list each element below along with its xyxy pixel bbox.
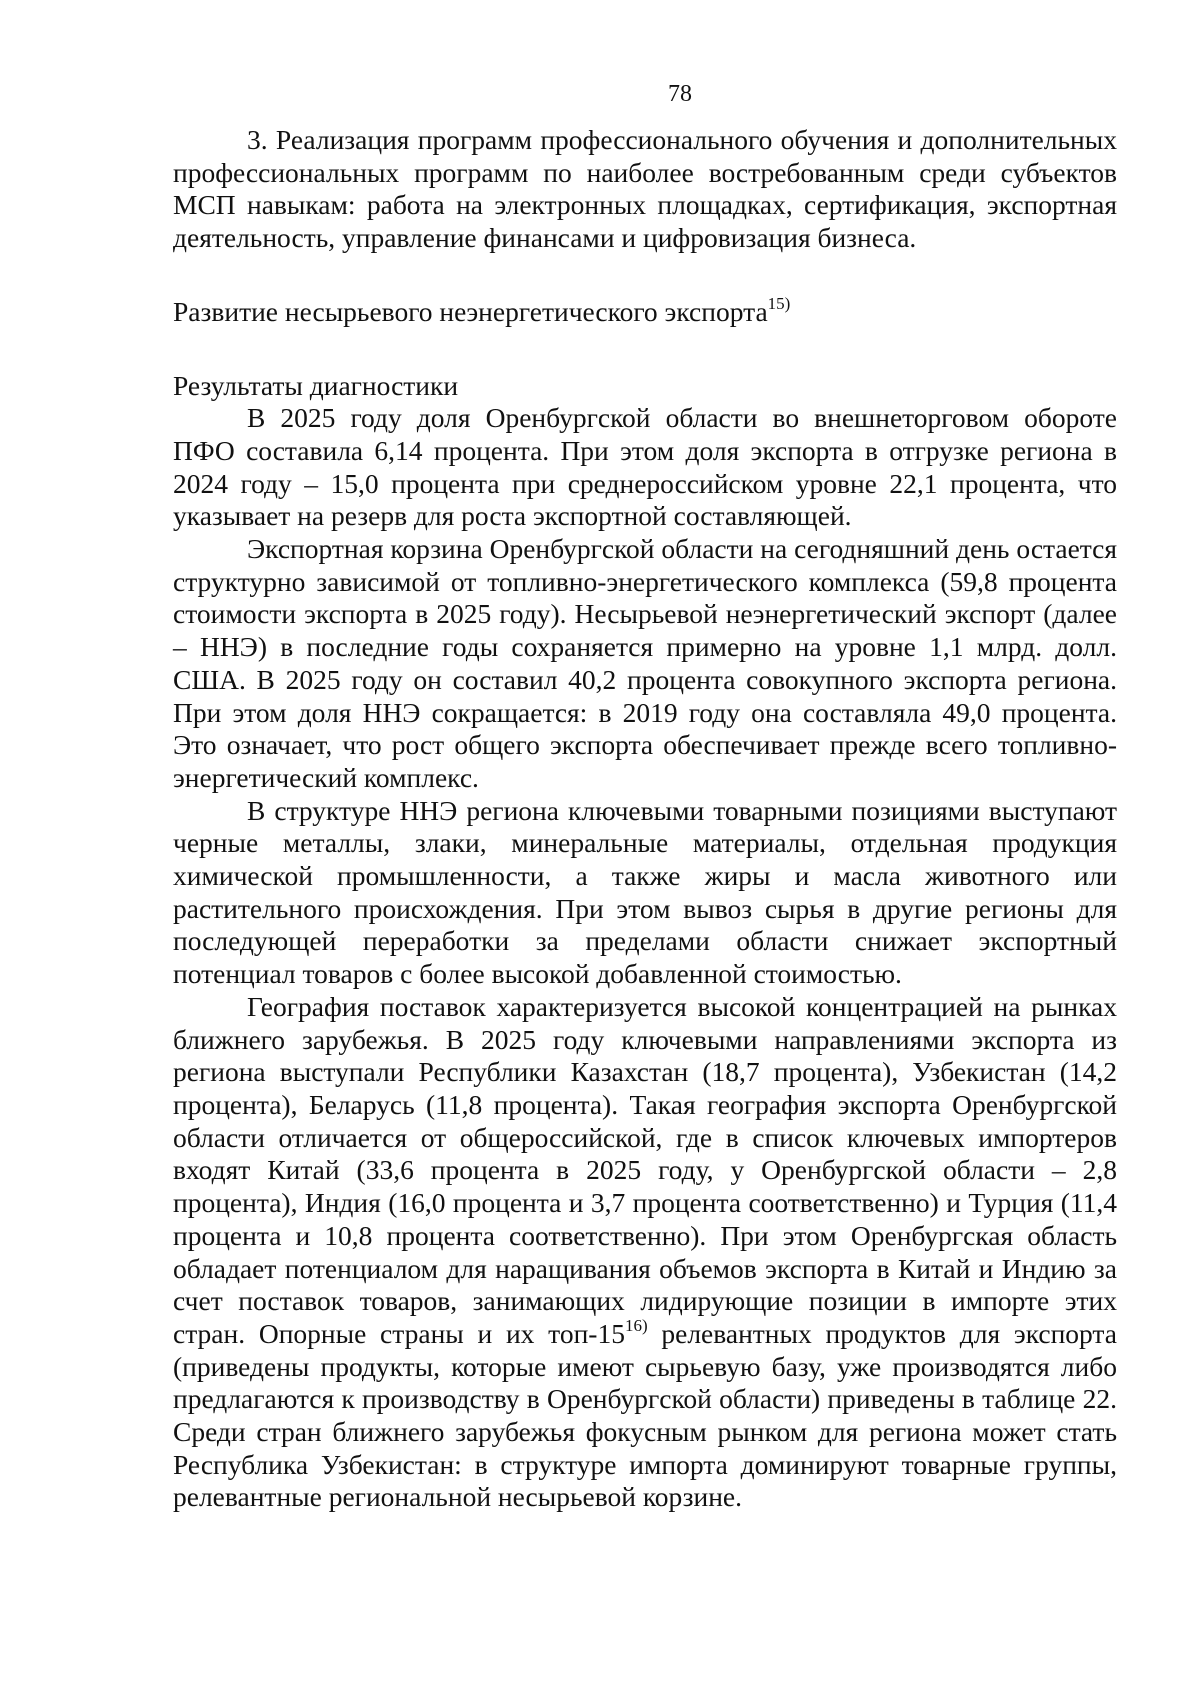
section-heading-export	[173, 293, 1117, 329]
paragraph-geography-part2: релевантных продуктов для экспорта (приведены продукты, которые имеют сырьевую базу, уже производятся либо предлагаются к производству в Оренбургской области) приведены в таблице 22. Среди стран ближнего зарубежья фокусным рынком для региона может стать Республика Узбекистан: в структуре импорта доминируют товарные группы, релевантные региональной несырьевой корзине.	[173, 1317, 1117, 1513]
footnote-ref-15: 15)	[767, 293, 791, 313]
paragraph-msp-training: 3. Реализация программ профессионального обучения и дополнительных профессиональных программ по наиболее востребованным среди субъектов МСП навыкам: работа на электронных площадках, сертификация, экспортная деятельность, управление финансами и цифровизация бизнеса.	[173, 124, 1117, 254]
subsection-heading-results: Результаты диагностики	[173, 369, 459, 401]
page-number: 78	[668, 81, 692, 107]
document-body	[173, 124, 1117, 1514]
paragraph-share-pfo: В 2025 году доля Оренбургской области во внешнеторговом обороте ПФО составила 6,14 процента. При этом доля экспорта в отгрузке региона в 2024 году – 15,0 процента при среднероссийском уровне 22,1 процента, что указывает на резерв для роста экспортной составляющей.	[173, 402, 1117, 532]
section-heading-export-text: Развитие несырьевого неэнергетического экспорта	[173, 295, 768, 327]
paragraph-export-basket: Экспортная корзина Оренбургской области на сегодняшний день остается структурно зависимой от топливно-энергетического комплекса (59,8 процента стоимости экспорта в 2025 году). Несырьевой неэнергетический экспорт (далее – ННЭ) в последние годы сохраняется примерно на уровне 1,1 млрд. долл. США. В 2025 году он составил 40,2 процента совокупного экспорта региона. При этом доля ННЭ сокращается: в 2019 году она составляла 49,0 процента. Это означает, что рост общего экспорта обеспечивает прежде всего топливно-энергетический комплекс.	[173, 533, 1117, 793]
paragraph-geography-part1: География поставок характеризуется высокой концентрацией на рынках ближнего зарубежья. В 2025 году ключевыми направлениями экспорта из региона выступали Республики Казахстан (18,7 процента), Узбекистан (14,2 процента), Беларусь (11,8 процента). Такая география экспорта Оренбургской области отличается от общероссийской, где в список ключевых импортеров входят Китай (33,6 процента в 2025 году, у Оренбургской области – 2,8 процента), Индия (16,0 процента и 3,7 процента соответственно) и Турция (11,4 процента и 10,8 процента соответственно). При этом Оренбургская область обладает потенциалом для наращивания объемов экспорта в Китай и Индию за счет поставок товаров, занимающих лидирующие позиции в импорте этих стран. Опорные страны и их топ-15	[173, 990, 1117, 1349]
paragraph-nne-structure: В структуре ННЭ региона ключевыми товарными позициями выступают черные металлы, злаки, минеральные материалы, отдельная продукция химической промышленности, а также жиры и масла животного или растительного происхождения. При этом вывоз сырья в другие регионы для последующей переработки за пределами области снижает экспортный потенциал товаров с более высокой добавленной стоимостью.	[173, 794, 1117, 990]
paragraph-geography	[173, 991, 1117, 1514]
footnote-ref-16: 16)	[624, 1315, 648, 1335]
